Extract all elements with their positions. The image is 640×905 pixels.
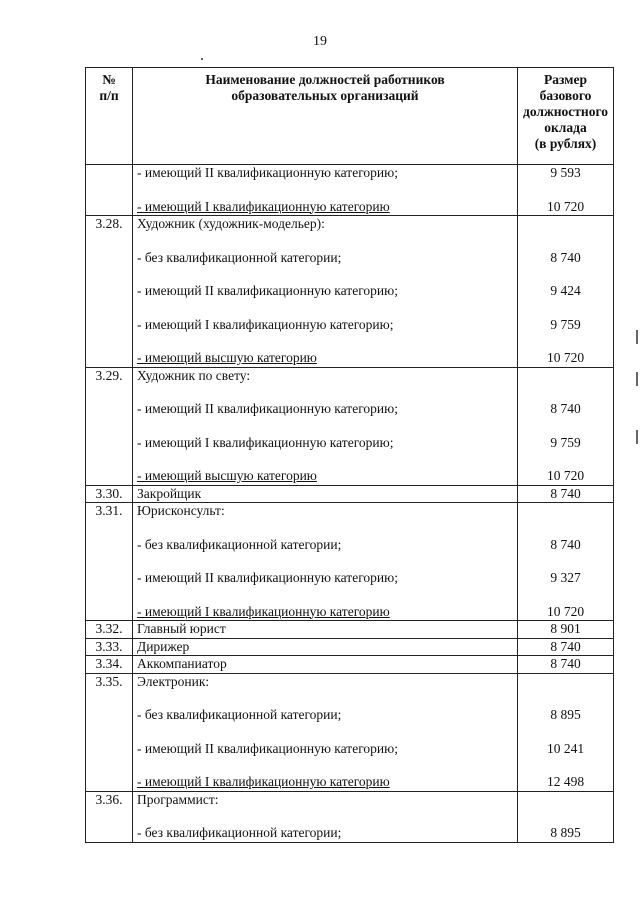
row-number bbox=[86, 656, 133, 674]
position-cell bbox=[133, 656, 518, 674]
row-number-text: 3.34. bbox=[95, 656, 123, 671]
row-number-text: 3.35. bbox=[95, 673, 123, 689]
salary-value: 10 720 bbox=[546, 468, 585, 483]
category-label: - имеющий I квалификационную категорию bbox=[137, 198, 390, 214]
salary-table bbox=[85, 67, 614, 843]
salary-value: 8 740 bbox=[550, 638, 581, 654]
salary-blank bbox=[522, 792, 609, 809]
spacer bbox=[522, 553, 609, 570]
category-label: - имеющий II квалификационную категорию; bbox=[137, 740, 398, 756]
header-salary: Размер базового должностного оклада (в рублях) bbox=[518, 68, 614, 165]
salary-value: 10 241 bbox=[546, 740, 585, 756]
table-row bbox=[86, 791, 614, 842]
page-number: 19 bbox=[313, 34, 327, 49]
table-row bbox=[86, 621, 614, 639]
spacer bbox=[137, 808, 513, 825]
spacer bbox=[522, 333, 609, 350]
category-label: - имеющий высшую категорию bbox=[137, 350, 317, 365]
row-number bbox=[86, 367, 133, 485]
spacer bbox=[137, 266, 513, 283]
table-row bbox=[86, 673, 614, 791]
salary-cell bbox=[518, 485, 614, 503]
position-title: Дирижер bbox=[137, 638, 190, 654]
position-title: Аккомпаниатор bbox=[137, 656, 227, 671]
salary-cell bbox=[518, 367, 614, 485]
table-row bbox=[86, 638, 614, 656]
row-number-text: 3.31. bbox=[95, 503, 123, 518]
table-row bbox=[86, 165, 614, 216]
salary-blank bbox=[522, 674, 609, 691]
row-number-text bbox=[90, 165, 128, 182]
spacer bbox=[137, 384, 513, 401]
category-label: - без квалификационной категории; bbox=[137, 249, 342, 265]
category-label: - имеющий I квалификационную категорию; bbox=[137, 316, 394, 332]
category-label: - без квалификационной категории; bbox=[137, 707, 342, 722]
row-number bbox=[86, 165, 133, 216]
salary-cell bbox=[518, 165, 614, 216]
spacer bbox=[522, 418, 609, 435]
salary-value: 8 895 bbox=[550, 707, 581, 722]
position-cell bbox=[133, 485, 518, 503]
spacer bbox=[137, 451, 513, 468]
spacer bbox=[522, 587, 609, 604]
salary-blank bbox=[522, 503, 609, 520]
salary-cell bbox=[518, 503, 614, 621]
table-row bbox=[86, 216, 614, 368]
salary-cell bbox=[518, 656, 614, 674]
salary-cell bbox=[518, 791, 614, 842]
header-position-name: Наименование должностей работников образовательных организаций bbox=[133, 68, 518, 165]
position-title: Главный юрист bbox=[137, 621, 226, 636]
position-cell bbox=[133, 638, 518, 656]
position-title: Электроник: bbox=[137, 673, 210, 689]
table-row bbox=[86, 367, 614, 485]
table-row bbox=[86, 656, 614, 674]
row-number bbox=[86, 503, 133, 621]
salary-cell bbox=[518, 621, 614, 639]
salary-value: 8 740 bbox=[550, 485, 581, 501]
header-number: № п/п bbox=[86, 68, 133, 165]
salary-value: 9 759 bbox=[550, 316, 581, 332]
category-label: - без квалификационной категории; bbox=[137, 825, 342, 840]
category-label: - имеющий I квалификационную категорию; bbox=[137, 434, 394, 450]
spacer bbox=[137, 418, 513, 435]
salary-cell bbox=[518, 673, 614, 791]
spacer bbox=[522, 808, 609, 825]
category-label: - без квалификационной категории; bbox=[137, 536, 342, 552]
scan-speck bbox=[201, 58, 203, 60]
spacer bbox=[137, 690, 513, 707]
row-number-text: 3.33. bbox=[95, 638, 123, 654]
salary-value: 10 720 bbox=[546, 350, 585, 365]
spacer bbox=[137, 553, 513, 570]
position-title: Художник (художник-модельер): bbox=[137, 216, 325, 231]
category-label: - имеющий I квалификационную категорию bbox=[137, 603, 390, 619]
spacer bbox=[137, 724, 513, 741]
spacer bbox=[137, 333, 513, 350]
position-cell bbox=[133, 367, 518, 485]
salary-value: 10 720 bbox=[546, 603, 585, 619]
scan-edge-mark bbox=[636, 330, 638, 344]
category-label: - имеющий высшую категорию bbox=[137, 468, 317, 483]
category-label: - имеющий II квалификационную категорию; bbox=[137, 283, 398, 298]
salary-blank bbox=[522, 368, 609, 385]
table-row bbox=[86, 503, 614, 621]
position-cell bbox=[133, 791, 518, 842]
position-cell bbox=[133, 621, 518, 639]
position-title: Закройщик bbox=[137, 485, 202, 501]
salary-value: 8 740 bbox=[550, 249, 581, 265]
scan-edge-mark bbox=[636, 372, 638, 386]
spacer bbox=[137, 520, 513, 537]
spacer bbox=[137, 182, 513, 199]
salary-value: 12 498 bbox=[546, 774, 585, 789]
row-number-text: 3.32. bbox=[95, 621, 123, 636]
position-cell bbox=[133, 673, 518, 791]
salary-value: 9 424 bbox=[550, 283, 581, 298]
salary-value: 8 740 bbox=[550, 656, 581, 671]
category-label: - имеющий II квалификационную категорию; bbox=[137, 570, 398, 585]
row-number bbox=[86, 638, 133, 656]
row-number bbox=[86, 791, 133, 842]
spacer bbox=[522, 182, 609, 199]
row-number-text: 3.28. bbox=[95, 216, 123, 231]
salary-value: 8 895 bbox=[550, 825, 581, 840]
table-header-row bbox=[86, 68, 614, 165]
position-title: Юрисконсульт: bbox=[137, 503, 225, 518]
row-number bbox=[86, 216, 133, 368]
spacer bbox=[522, 266, 609, 283]
row-number bbox=[86, 621, 133, 639]
row-number-text: 3.36. bbox=[95, 791, 123, 807]
salary-cell bbox=[518, 216, 614, 368]
spacer bbox=[522, 724, 609, 741]
table-row bbox=[86, 485, 614, 503]
spacer bbox=[137, 587, 513, 604]
category-label: - имеющий II квалификационную категорию; bbox=[137, 401, 398, 416]
spacer bbox=[522, 520, 609, 537]
spacer bbox=[522, 300, 609, 317]
row-number-text: 3.29. bbox=[95, 367, 123, 383]
position-cell bbox=[133, 216, 518, 368]
spacer bbox=[522, 233, 609, 250]
position-title: Программист: bbox=[137, 791, 219, 807]
spacer bbox=[522, 384, 609, 401]
scan-edge-mark bbox=[636, 430, 638, 444]
spacer bbox=[137, 757, 513, 774]
table-body bbox=[86, 165, 614, 843]
row-number bbox=[86, 485, 133, 503]
row-number-text: 3.30. bbox=[95, 485, 123, 501]
category-label: - имеющий I квалификационную категорию bbox=[137, 774, 390, 789]
spacer bbox=[522, 690, 609, 707]
salary-value: 9 759 bbox=[550, 434, 581, 450]
row-number bbox=[86, 673, 133, 791]
salary-cell bbox=[518, 638, 614, 656]
salary-value: 8 740 bbox=[550, 401, 581, 416]
salary-value: 8 901 bbox=[550, 621, 581, 636]
position-title: Художник по свету: bbox=[137, 367, 251, 383]
spacer bbox=[522, 757, 609, 774]
salary-value: 8 740 bbox=[550, 536, 581, 552]
salary-value: 9 327 bbox=[550, 570, 581, 585]
spacer bbox=[137, 233, 513, 250]
spacer bbox=[137, 300, 513, 317]
spacer bbox=[522, 451, 609, 468]
salary-value: 10 720 bbox=[546, 198, 585, 214]
position-cell bbox=[133, 503, 518, 621]
salary-value: 9 593 bbox=[550, 165, 581, 180]
salary-blank bbox=[522, 216, 609, 233]
category-label: - имеющий II квалификационную категорию; bbox=[137, 165, 398, 180]
position-cell bbox=[133, 165, 518, 216]
